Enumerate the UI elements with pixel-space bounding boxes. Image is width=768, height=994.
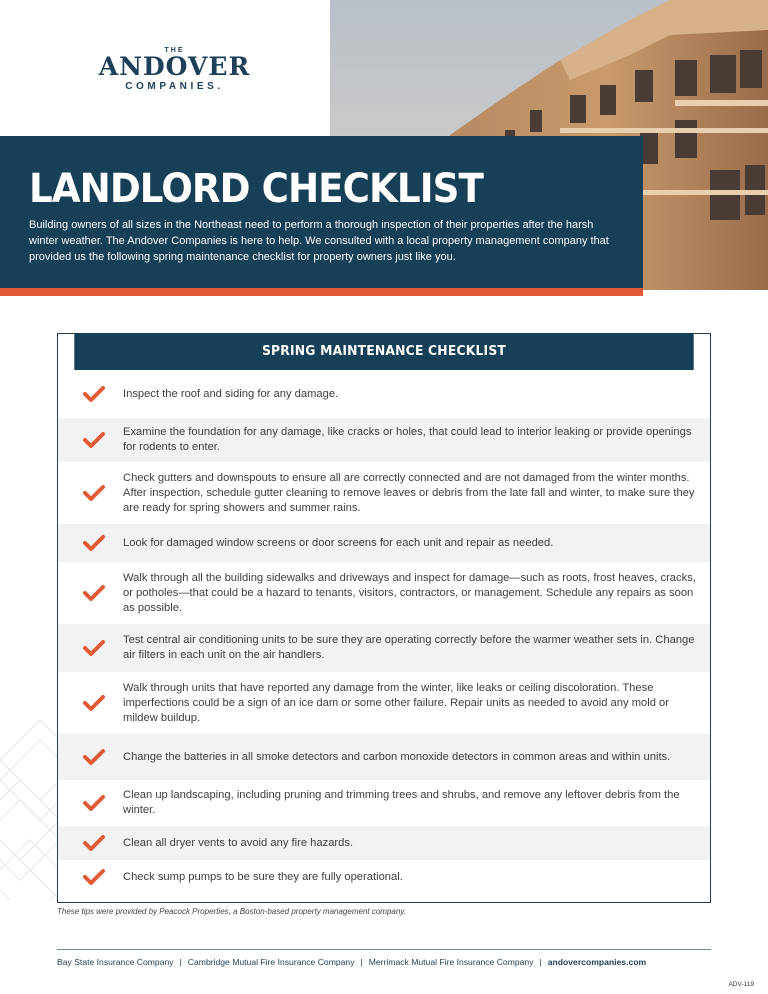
checklist-title: SPRING MAINTENANCE CHECKLIST: [74, 334, 693, 370]
checklist-item: [58, 780, 710, 826]
checklist-item-text: Check gutters and downspouts to ensure all are correctly connected and are not damaged from the winter months. After inspection, schedule gutter cleaning to remove leaves or debris from the late fall and winter, to make sure they are ready for spring showers and summer rains.: [123, 471, 695, 514]
checklist-item-text: Look for damaged window screens or door screens for each unit and repair as needed.: [123, 536, 554, 549]
checklist-item: [58, 860, 710, 894]
footer: [57, 957, 711, 967]
checkmark-icon: [83, 794, 105, 812]
checkmark-icon: [83, 534, 105, 552]
page-title: LANDLORD CHECKLIST: [29, 166, 483, 212]
checklist-item-text: Clean all dryer vents to avoid any fire hazards.: [123, 836, 354, 849]
checklist-item: [58, 624, 710, 672]
checkmark-icon: [83, 584, 105, 602]
footnote: These tips were provided by Peacock Properties, a Boston-based property management company.: [57, 907, 406, 916]
checklist-item: [58, 524, 710, 562]
banner-accent-stripe: [0, 288, 643, 296]
footer-divider: [57, 949, 711, 950]
checklist-card: [57, 333, 711, 903]
footer-website-link[interactable]: andovercompanies.com: [547, 957, 647, 967]
footer-company-bay-state: Bay State Insurance Company: [57, 957, 174, 967]
checkmark-icon: [83, 385, 105, 403]
checkmark-icon: [83, 834, 105, 852]
checkmark-icon: [83, 868, 105, 886]
checklist-item: [58, 418, 710, 462]
footer-separator: |: [179, 957, 182, 967]
checklist-item: [58, 562, 710, 624]
footer-company-cambridge: Cambridge Mutual Fire Insurance Company: [187, 957, 355, 967]
checklist-item-text: Change the batteries in all smoke detectors and carbon monoxide detectors in common areas and within units.: [123, 750, 671, 763]
checklist-item: [58, 672, 710, 734]
checklist-item-text: Walk through units that have reported any damage from the winter, like leaks or ceiling discoloration. These imperfections could be a sign of an ice dam or some other failure. Repair units as needed to avoid any mold or mildew buildup.: [123, 681, 670, 724]
banner-content: [0, 136, 643, 288]
checklist-item: [58, 370, 710, 418]
document-code: ADV-119: [728, 981, 754, 988]
logo-the: THE: [164, 47, 185, 54]
checklist-item-text: Clean up landscaping, including pruning and trimming trees and shrubs, and remove any leftover debris from the winter.: [123, 789, 680, 816]
checklist-item: [58, 462, 710, 524]
footer-separator: |: [539, 957, 542, 967]
checkmark-icon: [83, 694, 105, 712]
checklist-item-text: Examine the foundation for any damage, like cracks or holes, that could lead to interior leaking or provide openings for rodents to enter.: [123, 426, 692, 453]
checklist-item-text: Check sump pumps to be sure they are fully operational.: [123, 870, 403, 883]
logo-companies: COMPANIES.: [125, 81, 224, 92]
logo-andover: ANDOVER: [98, 52, 251, 81]
checklist-item-text: Inspect the roof and siding for any damage.: [123, 387, 339, 400]
checkmark-icon: [83, 484, 105, 502]
intro-text: Building owners of all sizes in the Northeast need to perform a thorough inspection of their properties after the harsh winter weather. The Andover Companies is here to help. We consulted with a local property management company that provided us the following spring maintenance checklist for property owners just like you.: [29, 219, 609, 263]
checkmark-icon: [83, 431, 105, 449]
checklist-item-text: Walk through all the building sidewalks and driveways and inspect for damage—such as roots, frost heaves, cracks, or potholes—that could be a hazard to tenants, visitors, contractors, or management. Schedule any repairs as soon as possible.: [123, 571, 696, 614]
footer-separator: |: [360, 957, 363, 967]
checklist-item-text: Test central air conditioning units to be sure they are operating correctly before the warmer weather sets in. Change air filters in each unit on the air handlers.: [123, 634, 695, 661]
andover-logo: [96, 47, 253, 92]
footer-company-merrimack: Merrimack Mutual Fire Insurance Company: [368, 957, 534, 967]
checklist-item: [58, 826, 710, 860]
checkmark-icon: [83, 639, 105, 657]
checkmark-icon: [83, 748, 105, 766]
checklist-item: [58, 734, 710, 780]
